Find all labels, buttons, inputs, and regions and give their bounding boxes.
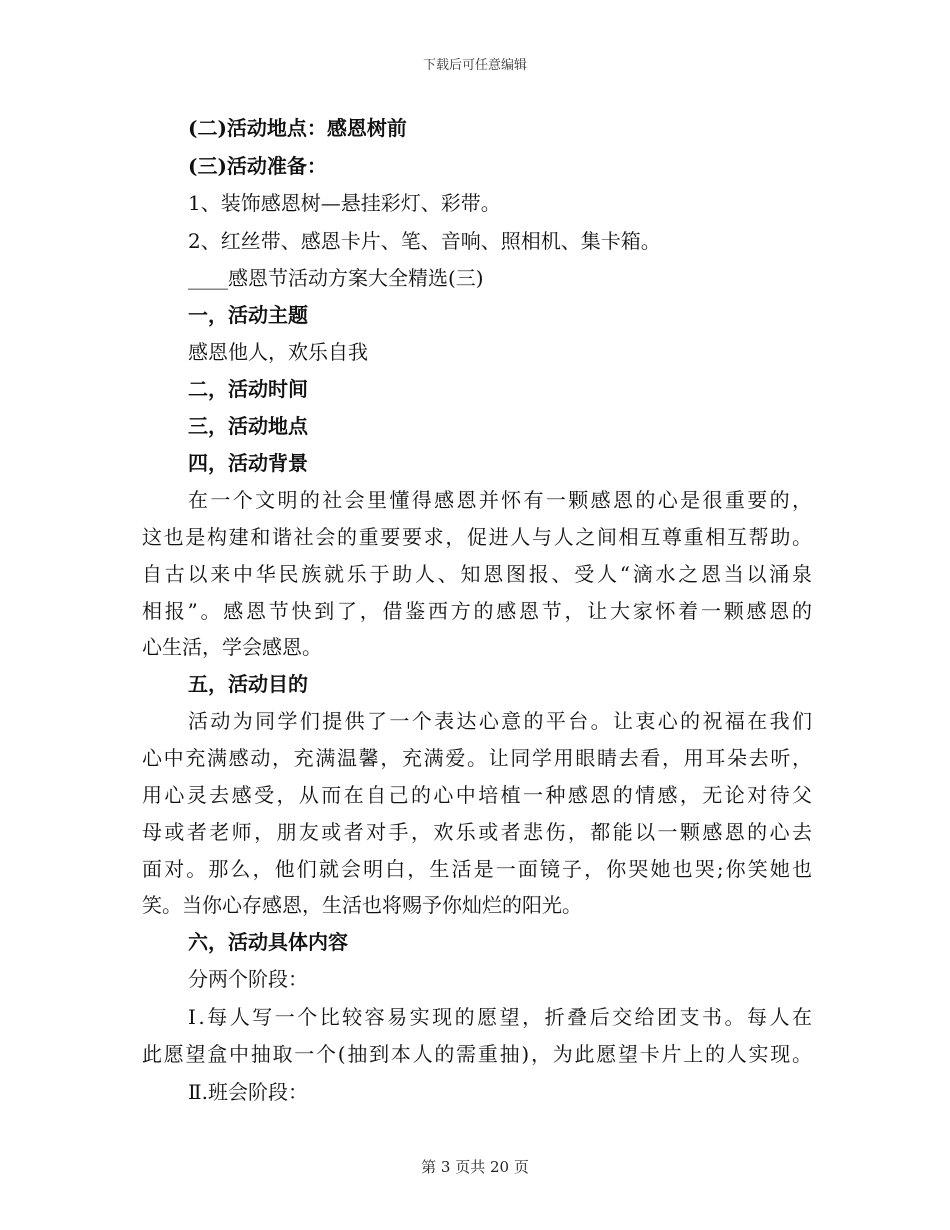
purpose-paragraph-line: 心中充满感动，充满温馨，充满爱。让同学用眼睛去看，用耳朵去听，: [142, 746, 812, 770]
heading-place: 三，活动地点: [188, 414, 308, 438]
background-paragraph-line: 在一个文明的社会里懂得感恩并怀有一颗感恩的心是很重要的，: [188, 488, 812, 512]
purpose-paragraph-line: 母或者老师，朋友或者对手，欢乐或者悲伤，都能以一颗感恩的心去: [142, 820, 812, 844]
prep-item-1: 1、装饰感恩树—悬挂彩灯、彩带。: [188, 191, 501, 215]
content-intro: 分两个阶段：: [188, 967, 308, 991]
plan-title: ____感恩节活动方案大全精选(三): [188, 266, 484, 290]
background-paragraph-line: 心生活，学会感恩。: [142, 635, 322, 659]
section-preparation: (三)活动准备：: [188, 154, 327, 178]
page-footer: 第 3 页共 20 页: [421, 1158, 529, 1176]
purpose-paragraph-line: 笑。当你心存感恩，生活也将赐予你灿烂的阳光。: [142, 893, 582, 917]
stage-one-line: 此愿望盒中抽取一个(抽到本人的需重抽)，为此愿望卡片上的人实现。: [142, 1042, 812, 1066]
stage-one-line: Ⅰ.每人写一个比较容易实现的愿望，折叠后交给团支书。每人在: [188, 1005, 812, 1029]
theme-text: 感恩他人，欢乐自我: [188, 340, 368, 364]
stage-two-line: Ⅱ.班会阶段：: [188, 1080, 308, 1104]
purpose-paragraph-line: 活动为同学们提供了一个表达心意的平台。让衷心的祝福在我们: [188, 709, 812, 733]
prep-item-2: 2、红丝带、感恩卡片、笔、音响、照相机、集卡箱。: [188, 229, 661, 253]
heading-theme: 一，活动主题: [188, 303, 308, 327]
background-paragraph-line: 自古以来中华民族就乐于助人、知恩图报、受人“滴水之恩当以涌泉: [142, 562, 812, 586]
background-paragraph-line: 这也是构建和谐社会的重要要求，促进人与人之间相互尊重相互帮助。: [142, 525, 812, 549]
heading-background: 四，活动背景: [188, 451, 308, 475]
heading-content: 六，活动具体内容: [188, 930, 348, 954]
section-location: (二)活动地点：感恩树前: [188, 116, 407, 140]
purpose-paragraph-line: 面对。那么，他们就会明白，生活是一面镜子，你哭她也哭;你笑她也: [142, 857, 812, 881]
purpose-paragraph-line: 用心灵去感受，从而在自己的心中培植一种感恩的情感，无论对待父: [142, 783, 812, 807]
heading-purpose: 五，活动目的: [188, 672, 308, 696]
heading-time: 二，活动时间: [188, 377, 308, 401]
page-header: 下载后可任意编辑: [422, 58, 527, 73]
background-paragraph-line: 相报”。感恩节快到了，借鉴西方的感恩节，让大家怀着一颗感恩的: [142, 599, 812, 623]
